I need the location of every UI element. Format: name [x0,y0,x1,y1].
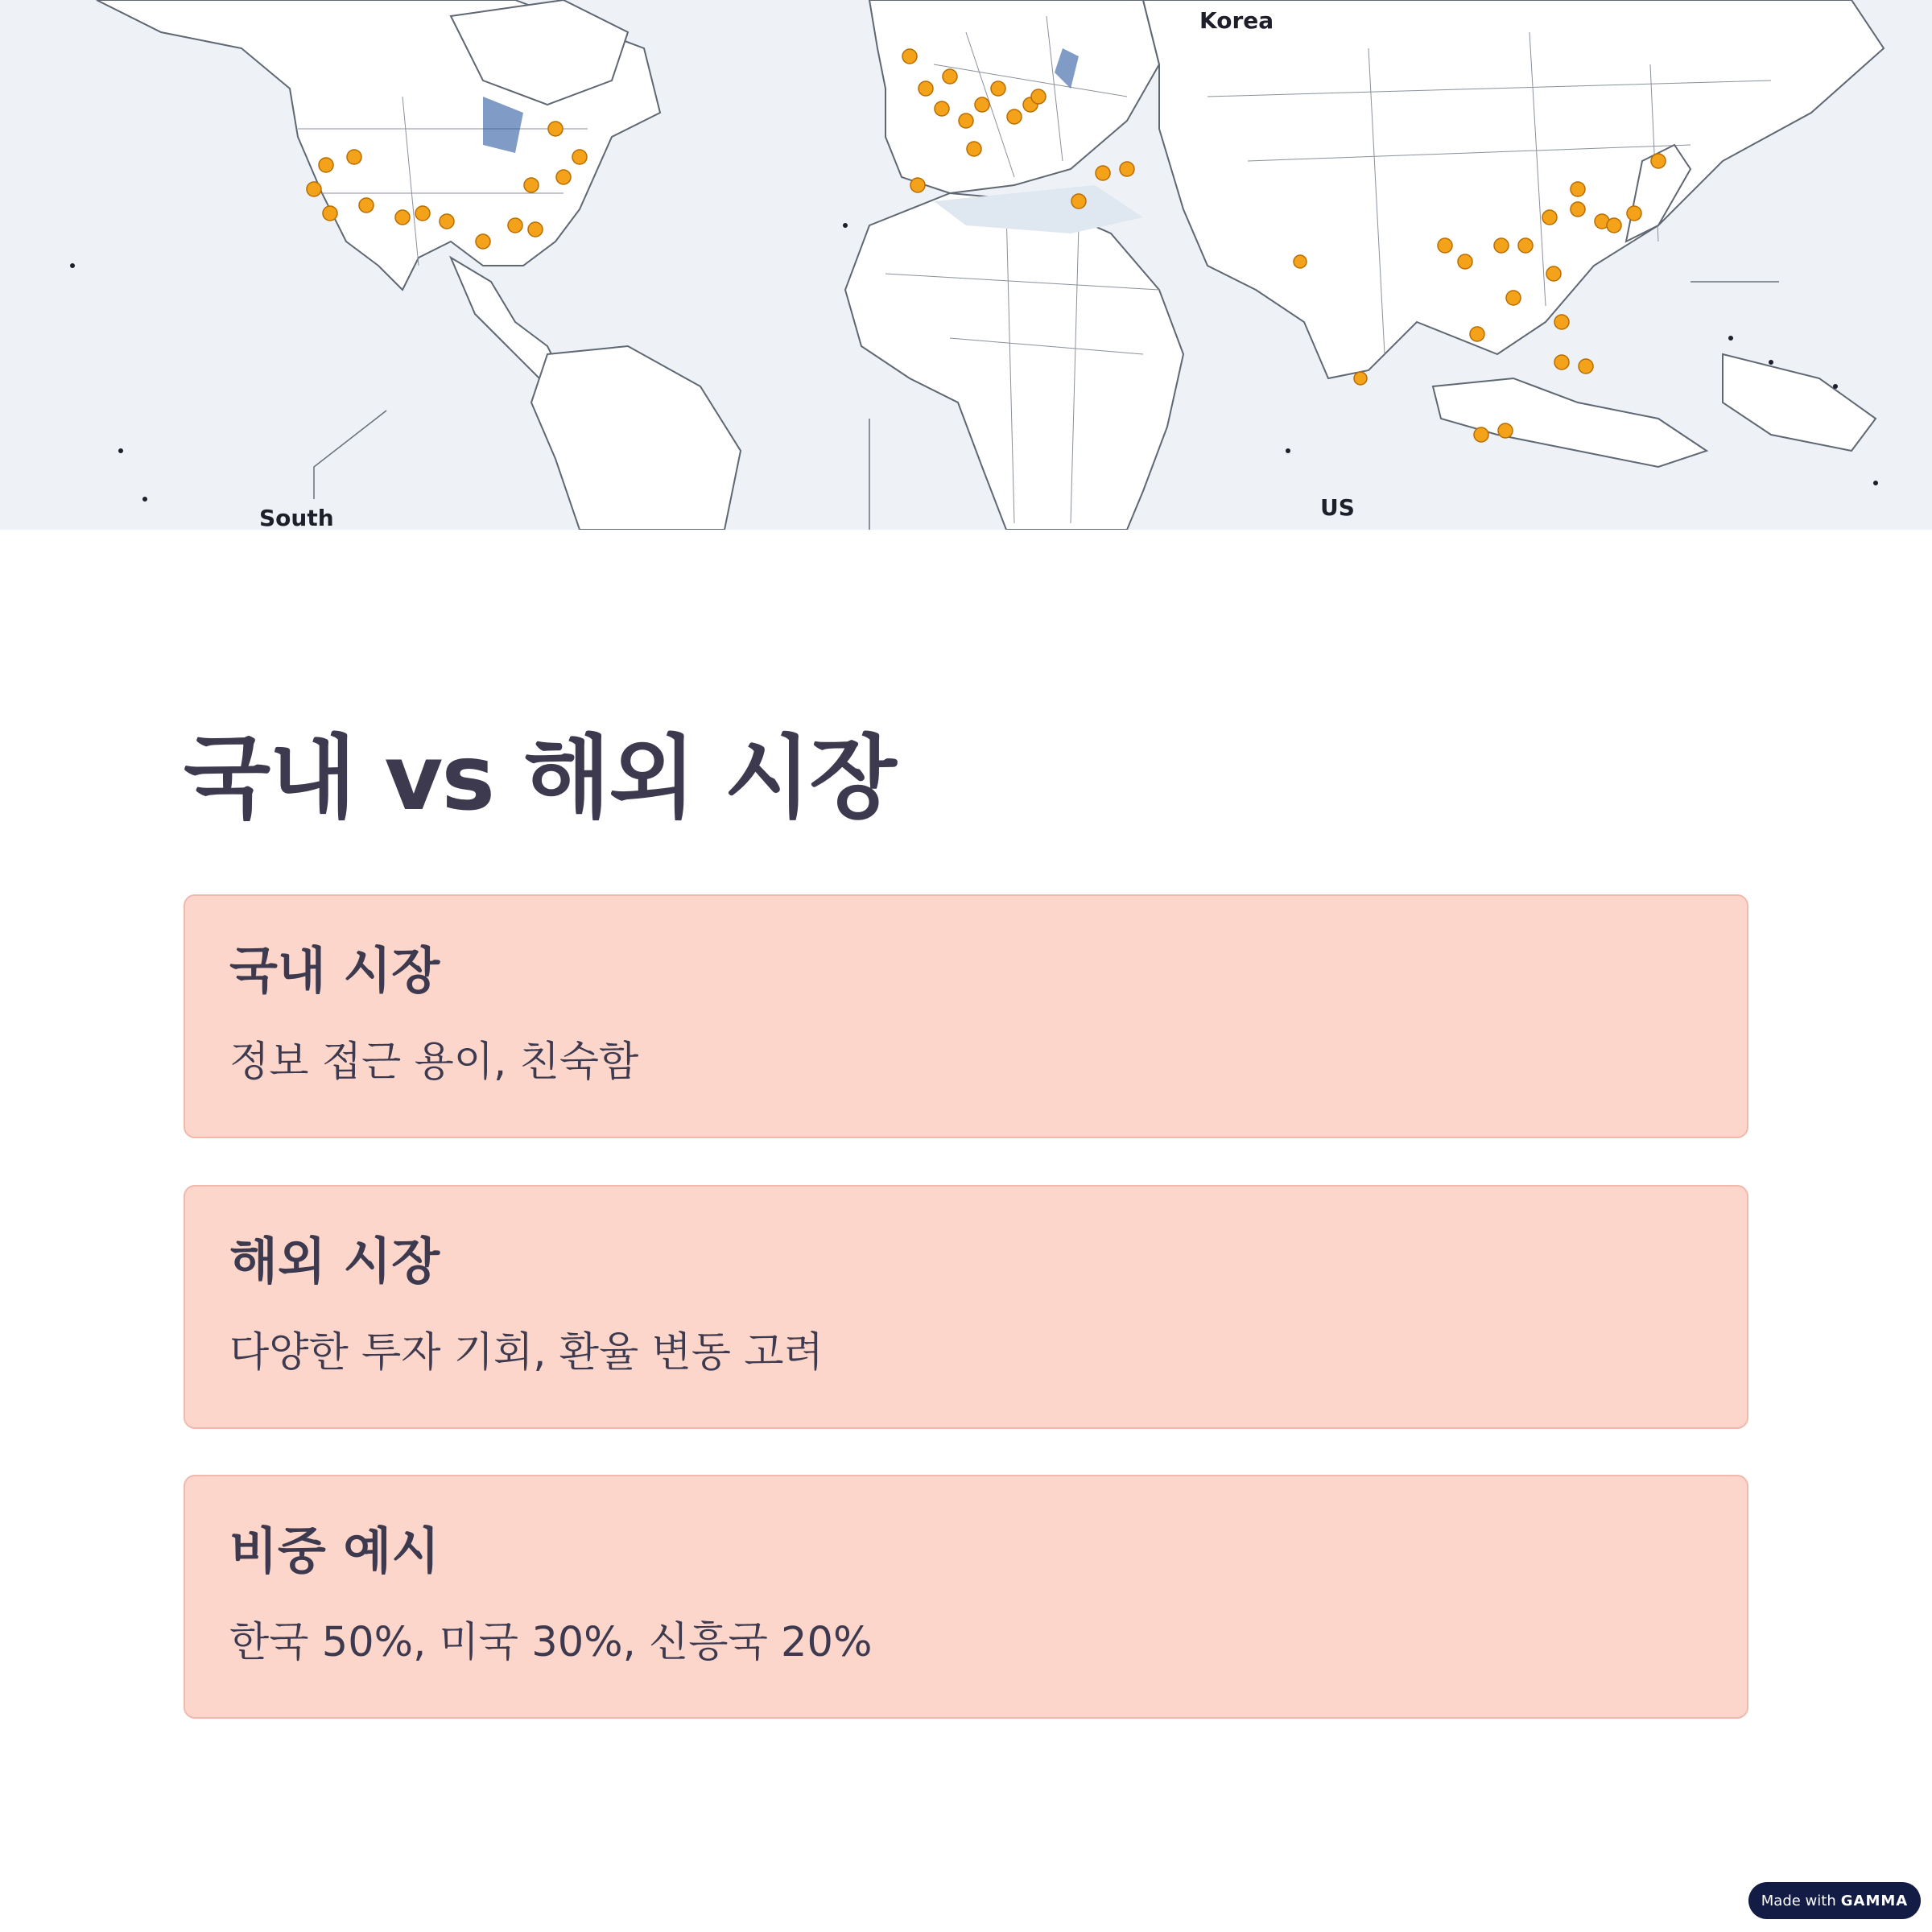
made-with-gamma-badge[interactable] [1748,1882,1921,1919]
card-text: 다양한 투자 기회, 환율 변동 고려 [229,1329,824,1377]
map-label-south: South [259,505,334,530]
map-label-us: US [1320,494,1355,521]
map-label-korea: Korea [1199,7,1274,34]
card-title: 해외 시장 [229,1232,440,1290]
page-title: 국내 vs 해외 시장 [184,726,895,831]
gamma-logo: GAMMA [1840,1892,1909,1909]
badge-prefix: Made with [1761,1892,1836,1909]
card-domestic-market [184,894,1748,1138]
world-map-illustration [0,0,1932,530]
card-overseas-market [184,1185,1748,1429]
hero-world-map [0,0,1932,530]
card-title: 국내 시장 [229,941,440,1000]
card-allocation-example [184,1475,1748,1719]
card-text: 정보 접근 용이, 친숙함 [229,1038,639,1086]
card-title: 비중 예시 [229,1521,440,1580]
card-text: 한국 50%, 미국 30%, 신흥국 20% [229,1619,873,1666]
